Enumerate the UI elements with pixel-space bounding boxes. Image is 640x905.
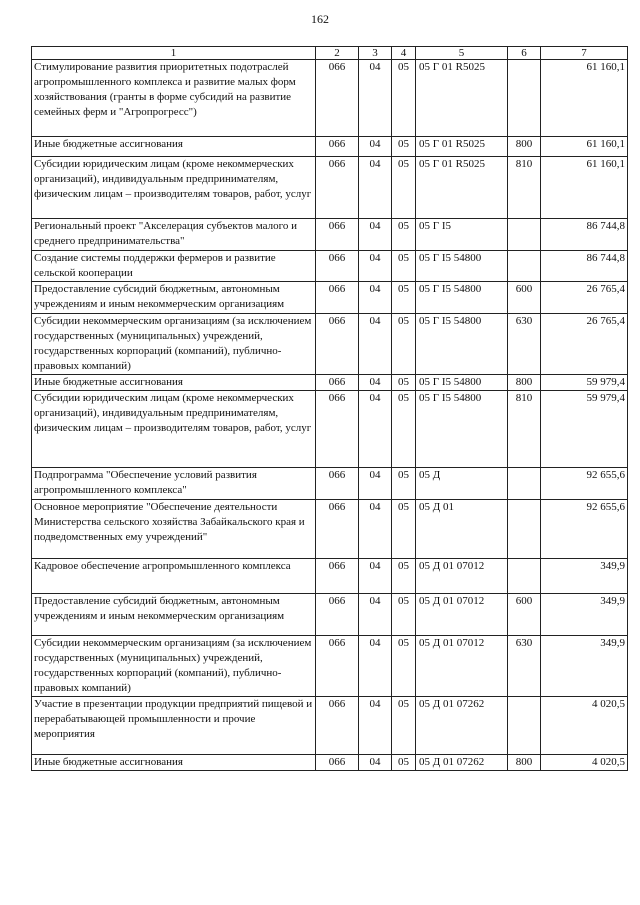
table-cell-sum: 92 655,6 (541, 500, 628, 559)
table-row (32, 559, 628, 594)
table-cell-name: Подпрограмма "Обеспечение условий развития агропромышленного комплекса" (32, 468, 316, 500)
table-cell-ministry: 066 (316, 219, 359, 251)
table-cell-section: 04 (359, 468, 392, 500)
table-cell-subsection: 05 (392, 375, 416, 391)
table-cell-ministry: 066 (316, 500, 359, 559)
table-cell-sum: 61 160,1 (541, 157, 628, 219)
column-number-row (32, 47, 628, 60)
table-row (32, 391, 628, 468)
table-cell-expense-type: 810 (508, 157, 541, 219)
table-row (32, 375, 628, 391)
table-cell-name: Субсидии юридическим лицам (кроме некоммерческих организаций), индивидуальным предпринимателям, физическим лицам – производителям товаров, работ, услуг (32, 157, 316, 219)
table-cell-section: 04 (359, 697, 392, 755)
table-cell-target: 05 Д 01 07012 (416, 636, 508, 697)
table-cell-expense-type: 800 (508, 375, 541, 391)
table-row (32, 314, 628, 375)
table-cell-target: 05 Г I5 54800 (416, 251, 508, 282)
table-cell-expense-type (508, 60, 541, 137)
table-cell-target: 05 Г I5 54800 (416, 282, 508, 314)
table-cell-target: 05 Г 01 R5025 (416, 137, 508, 157)
table-cell-name: Субсидии некоммерческим организациям (за исключением государственных (муниципальных) учреждений, государственных корпораций (компаний), публично-правовых компаний) (32, 636, 316, 697)
table-cell-subsection: 05 (392, 282, 416, 314)
table-cell-expense-type (508, 219, 541, 251)
table-cell-sum: 92 655,6 (541, 468, 628, 500)
table-cell-subsection: 05 (392, 468, 416, 500)
table-cell-name: Предоставление субсидий бюджетным, автономным учреждениям и иным некоммерческим организациям (32, 282, 316, 314)
table-cell-target: 05 Г I5 54800 (416, 391, 508, 468)
table-cell-ministry: 066 (316, 559, 359, 594)
table-cell-ministry: 066 (316, 60, 359, 137)
table-cell-subsection: 05 (392, 636, 416, 697)
column-number: 3 (359, 47, 392, 60)
table-cell-target: 05 Г 01 R5025 (416, 60, 508, 137)
table-cell-name: Субсидии некоммерческим организациям (за исключением государственных (муниципальных) учреждений, государственных корпораций (компаний), публично-правовых компаний) (32, 314, 316, 375)
table-cell-subsection: 05 (392, 755, 416, 771)
table-cell-sum: 349,9 (541, 636, 628, 697)
table-cell-sum: 59 979,4 (541, 391, 628, 468)
table-cell-sum: 349,9 (541, 559, 628, 594)
table-cell-target: 05 Г 01 R5025 (416, 157, 508, 219)
table-row (32, 500, 628, 559)
table-cell-expense-type (508, 468, 541, 500)
table-cell-target: 05 Д 01 07012 (416, 594, 508, 636)
table-cell-ministry: 066 (316, 282, 359, 314)
budget-table (31, 46, 628, 771)
table-cell-name: Иные бюджетные ассигнования (32, 755, 316, 771)
table-cell-section: 04 (359, 500, 392, 559)
table-cell-expense-type: 800 (508, 755, 541, 771)
table-cell-expense-type: 630 (508, 636, 541, 697)
table-cell-expense-type: 600 (508, 594, 541, 636)
table-cell-ministry: 066 (316, 391, 359, 468)
table-cell-ministry: 066 (316, 697, 359, 755)
table-cell-sum: 26 765,4 (541, 314, 628, 375)
table-cell-target: 05 Д 01 07262 (416, 697, 508, 755)
table-cell-name: Кадровое обеспечение агропромышленного комплекса (32, 559, 316, 594)
table-cell-sum: 349,9 (541, 594, 628, 636)
column-number: 7 (541, 47, 628, 60)
table-cell-target: 05 Д 01 07012 (416, 559, 508, 594)
table-cell-section: 04 (359, 636, 392, 697)
table-cell-name: Субсидии юридическим лицам (кроме некоммерческих организаций), индивидуальным предпринимателям, физическим лицам – производителям товаров, работ, услуг (32, 391, 316, 468)
table-cell-ministry: 066 (316, 636, 359, 697)
table-cell-name: Участие в презентации продукции предприятий пищевой и перерабатывающей промышленности и прочие мероприятия (32, 697, 316, 755)
page-number: 162 (311, 12, 329, 26)
table-cell-sum: 86 744,8 (541, 251, 628, 282)
table-cell-ministry: 066 (316, 314, 359, 375)
table-cell-name: Основное мероприятие "Обеспечение деятельности Министерства сельского хозяйства Забайкальского края и подведомственных ему учреждений" (32, 500, 316, 559)
table-cell-expense-type: 800 (508, 137, 541, 157)
table-cell-ministry: 066 (316, 251, 359, 282)
column-number: 4 (392, 47, 416, 60)
table-cell-subsection: 05 (392, 391, 416, 468)
table-cell-name: Создание системы поддержки фермеров и развитие сельской кооперации (32, 251, 316, 282)
table-row (32, 137, 628, 157)
table-row (32, 251, 628, 282)
table-cell-target: 05 Д 01 07262 (416, 755, 508, 771)
table-cell-name: Иные бюджетные ассигнования (32, 375, 316, 391)
table-cell-section: 04 (359, 594, 392, 636)
table-row (32, 636, 628, 697)
table-cell-expense-type (508, 251, 541, 282)
table-cell-sum: 26 765,4 (541, 282, 628, 314)
table-cell-section: 04 (359, 755, 392, 771)
table-cell-subsection: 05 (392, 251, 416, 282)
table-cell-subsection: 05 (392, 60, 416, 137)
table-cell-expense-type: 630 (508, 314, 541, 375)
table-cell-target: 05 Д (416, 468, 508, 500)
table-cell-target: 05 Г I5 54800 (416, 375, 508, 391)
column-number: 6 (508, 47, 541, 60)
table-cell-section: 04 (359, 157, 392, 219)
table-cell-sum: 86 744,8 (541, 219, 628, 251)
table-cell-section: 04 (359, 282, 392, 314)
table-cell-subsection: 05 (392, 137, 416, 157)
table-cell-sum: 4 020,5 (541, 697, 628, 755)
table-row (32, 594, 628, 636)
table-row (32, 219, 628, 251)
table-cell-sum: 61 160,1 (541, 60, 628, 137)
table-cell-subsection: 05 (392, 219, 416, 251)
table-cell-sum: 61 160,1 (541, 137, 628, 157)
column-number: 2 (316, 47, 359, 60)
table-cell-subsection: 05 (392, 314, 416, 375)
column-number: 5 (416, 47, 508, 60)
table-row (32, 697, 628, 755)
table-cell-ministry: 066 (316, 594, 359, 636)
table-cell-name: Региональный проект "Акселерация субъектов малого и среднего предпринимательства" (32, 219, 316, 251)
table-cell-section: 04 (359, 60, 392, 137)
table-cell-target: 05 Г I5 (416, 219, 508, 251)
table-cell-section: 04 (359, 251, 392, 282)
table-cell-ministry: 066 (316, 375, 359, 391)
table-cell-section: 04 (359, 314, 392, 375)
table-cell-section: 04 (359, 559, 392, 594)
table-cell-name: Стимулирование развития приоритетных подотраслей агропромышленного комплекса и развитие малых форм хозяйствования (гранты в форме субсидий на развитие семейных ферм и "Агропрогресс") (32, 60, 316, 137)
column-number: 1 (32, 47, 316, 60)
table-row (32, 60, 628, 137)
table-row (32, 282, 628, 314)
table-cell-sum: 4 020,5 (541, 755, 628, 771)
table-cell-name: Предоставление субсидий бюджетным, автономным учреждениям и иным некоммерческим организациям (32, 594, 316, 636)
table-cell-target: 05 Г I5 54800 (416, 314, 508, 375)
table-row (32, 468, 628, 500)
table-cell-section: 04 (359, 137, 392, 157)
table-cell-ministry: 066 (316, 755, 359, 771)
table-cell-section: 04 (359, 391, 392, 468)
table-cell-target: 05 Д 01 (416, 500, 508, 559)
table-cell-section: 04 (359, 219, 392, 251)
table-cell-expense-type: 810 (508, 391, 541, 468)
table-row (32, 755, 628, 771)
table-cell-name: Иные бюджетные ассигнования (32, 137, 316, 157)
table-cell-expense-type (508, 500, 541, 559)
table-cell-expense-type (508, 697, 541, 755)
table-cell-section: 04 (359, 375, 392, 391)
table-cell-expense-type (508, 559, 541, 594)
table-cell-subsection: 05 (392, 594, 416, 636)
table-cell-subsection: 05 (392, 559, 416, 594)
table-cell-ministry: 066 (316, 468, 359, 500)
table-row (32, 157, 628, 219)
table-cell-subsection: 05 (392, 697, 416, 755)
table-cell-sum: 59 979,4 (541, 375, 628, 391)
table-cell-ministry: 066 (316, 137, 359, 157)
table-cell-ministry: 066 (316, 157, 359, 219)
table-cell-subsection: 05 (392, 157, 416, 219)
table-cell-expense-type: 600 (508, 282, 541, 314)
table-cell-subsection: 05 (392, 500, 416, 559)
